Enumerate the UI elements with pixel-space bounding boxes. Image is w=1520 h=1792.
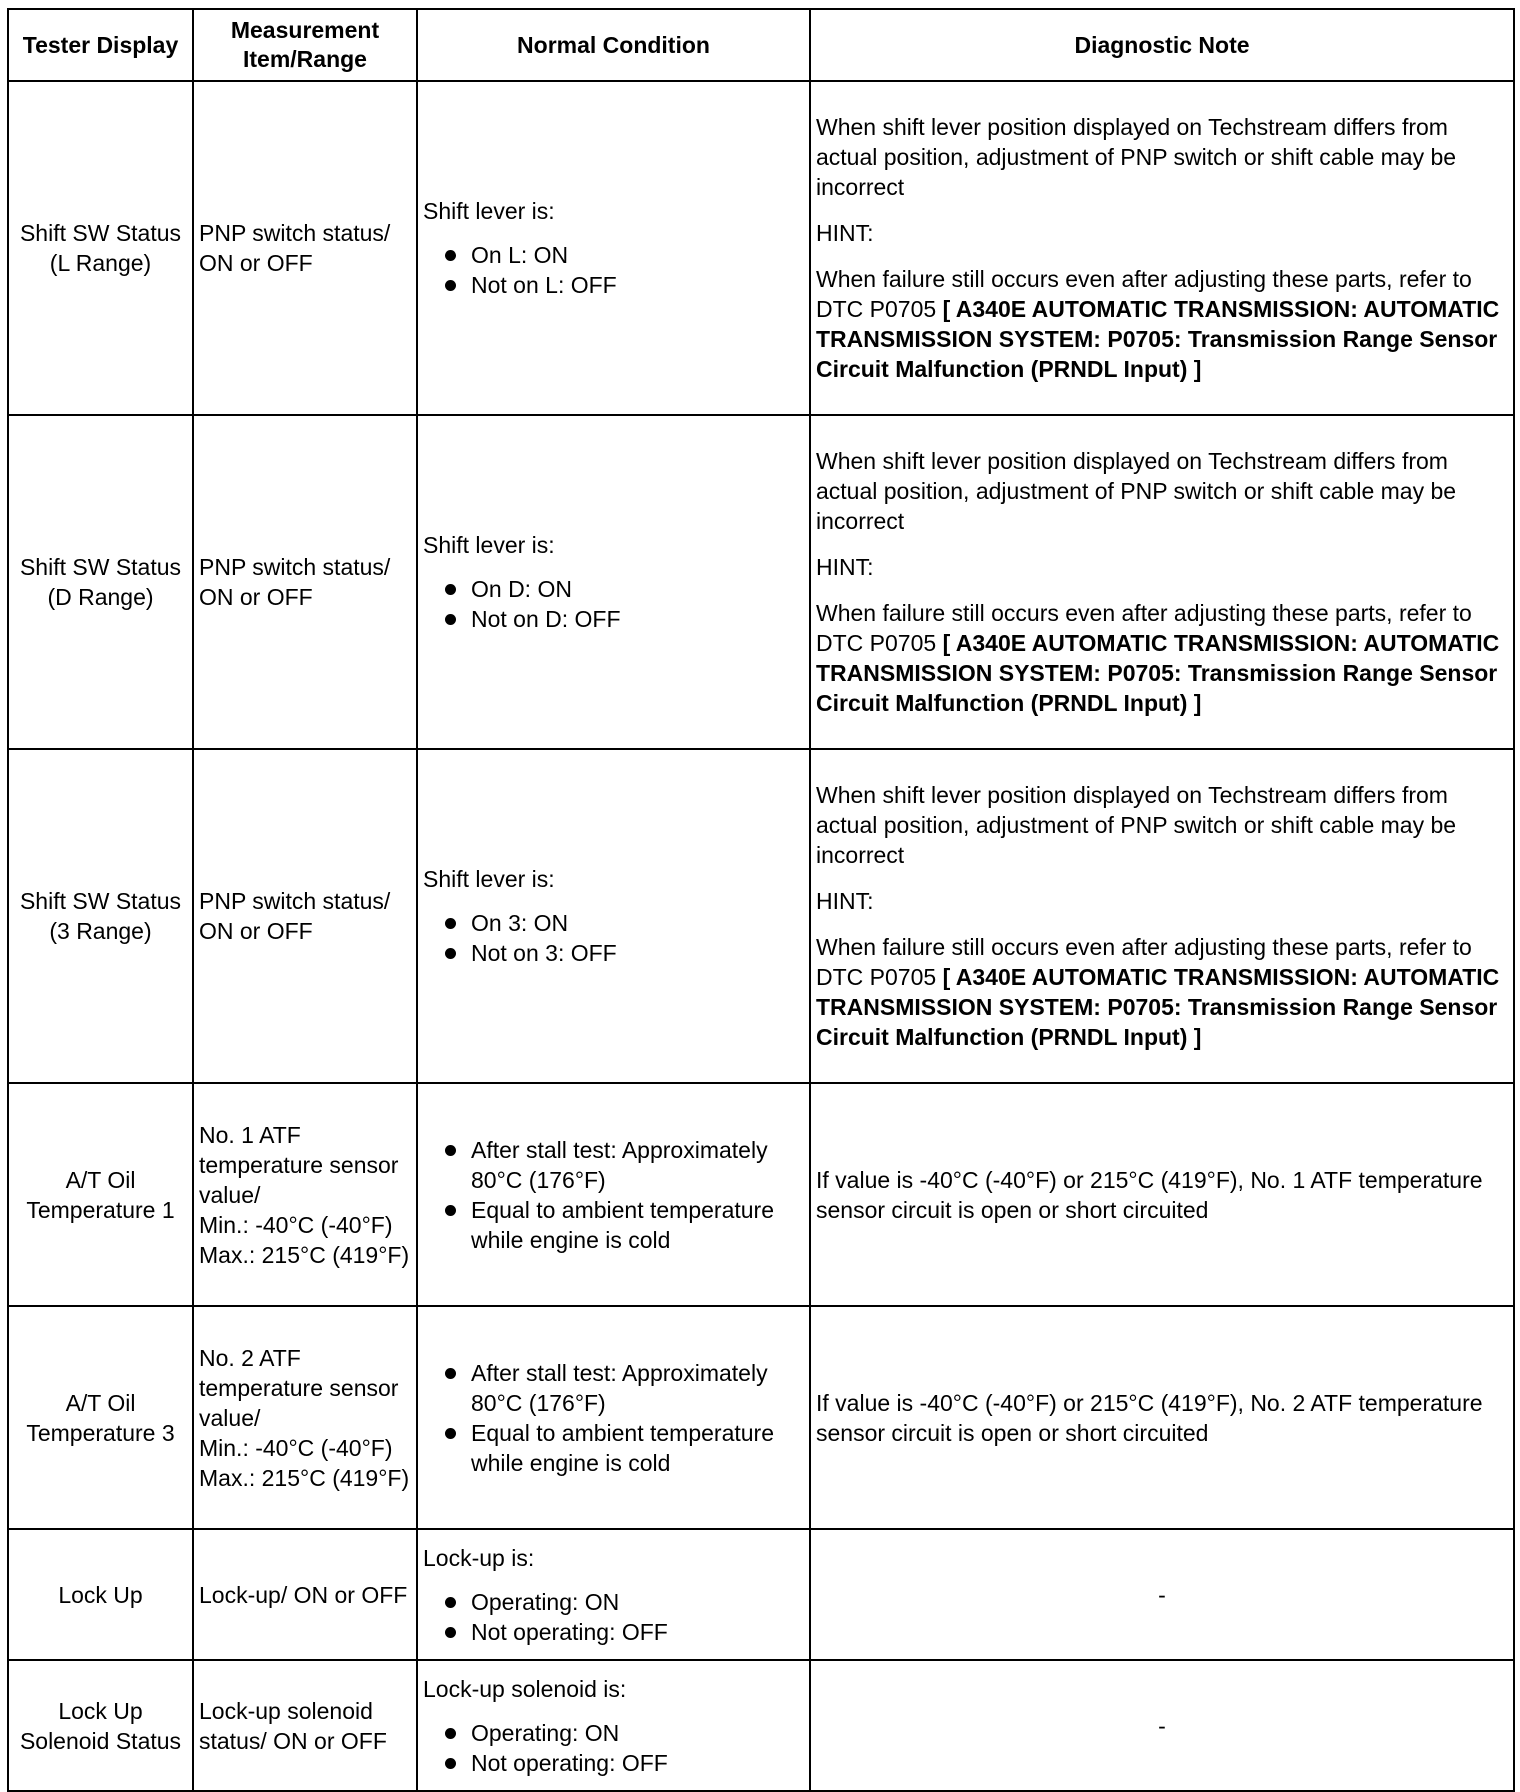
tester-display-cell: A/T Oil Temperature 3 — [8, 1306, 193, 1529]
tester-display-cell: Lock Up — [8, 1529, 193, 1660]
condition-intro: Lock-up solenoid is: — [423, 1675, 627, 1702]
measurement-item: No. 2 ATF temperature sensor value/ — [199, 1344, 399, 1431]
list-item: Equal to ambient temperature while engine is cold — [423, 1418, 804, 1478]
list-item: After stall test: Approximately 80°C (176°F) — [423, 1135, 804, 1195]
condition-list — [423, 908, 804, 968]
diagnostic-note-cell: If value is -40°C (-40°F) or 215°C (419°F), No. 1 ATF temperature sensor circuit is open or short circuited — [810, 1083, 1514, 1306]
list-item: Equal to ambient temperature while engine is cold — [423, 1195, 804, 1255]
list-item: Not operating: OFF — [423, 1617, 804, 1647]
measurement-cell: PNP switch status/ ON or OFF — [193, 749, 417, 1083]
range-max: Max.: 215°C (419°F) — [199, 1464, 410, 1491]
tester-display-cell: Shift SW Status (L Range) — [8, 81, 193, 415]
tester-display-cell: A/T Oil Temperature 1 — [8, 1083, 193, 1306]
condition-list — [423, 1135, 804, 1255]
note-hint: HINT: — [816, 554, 874, 580]
note-reference-text: When failure still occurs even after adjusting these parts, refer to DTC P0705 — [816, 266, 1472, 322]
condition-list — [423, 1718, 804, 1778]
list-item: Not on L: OFF — [423, 270, 804, 300]
diagnostic-note-cell — [810, 749, 1514, 1083]
tester-display-cell: Shift SW Status (3 Range) — [8, 749, 193, 1083]
diagnostic-note-cell: - — [810, 1660, 1514, 1791]
list-item: On 3: ON — [423, 908, 804, 938]
header-measurement-item: Measurement Item/Range — [193, 9, 417, 81]
note-reference-text: When failure still occurs even after adjusting these parts, refer to DTC P0705 — [816, 934, 1472, 990]
note-reference-paragraph — [816, 932, 1508, 1052]
condition-list — [423, 1587, 804, 1647]
table-row — [8, 1083, 1514, 1306]
measurement-cell — [193, 1306, 417, 1529]
note-paragraph: When shift lever position displayed on Techstream differs from actual position, adjustment of PNP switch or shift cable may be incorrect — [816, 782, 1457, 868]
note-reference-text: When failure still occurs even after adjusting these parts, refer to DTC P0705 — [816, 600, 1472, 656]
range-max: Max.: 215°C (419°F) — [199, 1241, 410, 1268]
diagnostic-note-cell: - — [810, 1529, 1514, 1660]
measurement-cell: PNP switch status/ ON or OFF — [193, 81, 417, 415]
diagnostic-note-cell — [810, 415, 1514, 749]
dtc-reference-link[interactable]: [ A340E AUTOMATIC TRANSMISSION: AUTOMATIC TRANSMISSION SYSTEM: P0705: Transmission Range Sensor Circuit Malfunction (PRNDL Input) ] — [816, 964, 1500, 1050]
list-item: Operating: ON — [423, 1718, 804, 1748]
normal-condition-cell — [417, 415, 810, 749]
list-item: Not on 3: OFF — [423, 938, 804, 968]
diagnostic-note-cell — [810, 81, 1514, 415]
list-item: Not on D: OFF — [423, 604, 804, 634]
normal-condition-cell — [417, 81, 810, 415]
normal-condition-cell — [417, 1529, 810, 1660]
table-row — [8, 749, 1514, 1083]
table-row — [8, 1306, 1514, 1529]
list-item: Not operating: OFF — [423, 1748, 804, 1778]
list-item: On D: ON — [423, 574, 804, 604]
header-normal-condition: Normal Condition — [417, 9, 810, 81]
note-hint: HINT: — [816, 888, 874, 914]
header-tester-display: Tester Display — [8, 9, 193, 81]
condition-list — [423, 240, 804, 300]
note-paragraph: When shift lever position displayed on Techstream differs from actual position, adjustment of PNP switch or shift cable may be incorrect — [816, 114, 1457, 200]
tester-display-cell: Lock Up Solenoid Status — [8, 1660, 193, 1791]
diagnostic-note-cell: If value is -40°C (-40°F) or 215°C (419°F), No. 2 ATF temperature sensor circuit is open or short circuited — [810, 1306, 1514, 1529]
condition-intro: Lock-up is: — [423, 1544, 535, 1571]
note-reference-paragraph — [816, 598, 1508, 718]
measurement-item: No. 1 ATF temperature sensor value/ — [199, 1121, 399, 1208]
header-diagnostic-note: Diagnostic Note — [810, 9, 1514, 81]
table-row — [8, 415, 1514, 749]
condition-intro: Shift lever is: — [423, 866, 555, 892]
table-row — [8, 1660, 1514, 1791]
condition-list — [423, 574, 804, 634]
normal-condition-cell — [417, 749, 810, 1083]
measurement-cell: PNP switch status/ ON or OFF — [193, 415, 417, 749]
table-row — [8, 1529, 1514, 1660]
normal-condition-cell — [417, 1660, 810, 1791]
header-row — [8, 9, 1514, 81]
measurement-cell: Lock-up/ ON or OFF — [193, 1529, 417, 1660]
note-paragraph: When shift lever position displayed on Techstream differs from actual position, adjustment of PNP switch or shift cable may be incorrect — [816, 448, 1457, 534]
measurement-cell: Lock-up solenoid status/ ON or OFF — [193, 1660, 417, 1791]
table-row — [8, 81, 1514, 415]
normal-condition-cell — [417, 1083, 810, 1306]
list-item: After stall test: Approximately 80°C (176°F) — [423, 1358, 804, 1418]
range-min: Min.: -40°C (-40°F) — [199, 1434, 393, 1461]
dtc-reference-link[interactable]: [ A340E AUTOMATIC TRANSMISSION: AUTOMATIC TRANSMISSION SYSTEM: P0705: Transmission Range Sensor Circuit Malfunction (PRNDL Input) ] — [816, 630, 1500, 716]
normal-condition-cell — [417, 1306, 810, 1529]
measurement-cell — [193, 1083, 417, 1306]
range-min: Min.: -40°C (-40°F) — [199, 1211, 393, 1238]
list-item: On L: ON — [423, 240, 804, 270]
condition-list — [423, 1358, 804, 1478]
condition-intro: Shift lever is: — [423, 198, 555, 224]
list-item: Operating: ON — [423, 1587, 804, 1617]
tester-display-cell: Shift SW Status (D Range) — [8, 415, 193, 749]
diagnostic-data-table — [7, 8, 1515, 1792]
note-reference-paragraph — [816, 264, 1508, 384]
dtc-reference-link[interactable]: [ A340E AUTOMATIC TRANSMISSION: AUTOMATIC TRANSMISSION SYSTEM: P0705: Transmission Range Sensor Circuit Malfunction (PRNDL Input) ] — [816, 296, 1500, 382]
note-hint: HINT: — [816, 220, 874, 246]
condition-intro: Shift lever is: — [423, 532, 555, 558]
